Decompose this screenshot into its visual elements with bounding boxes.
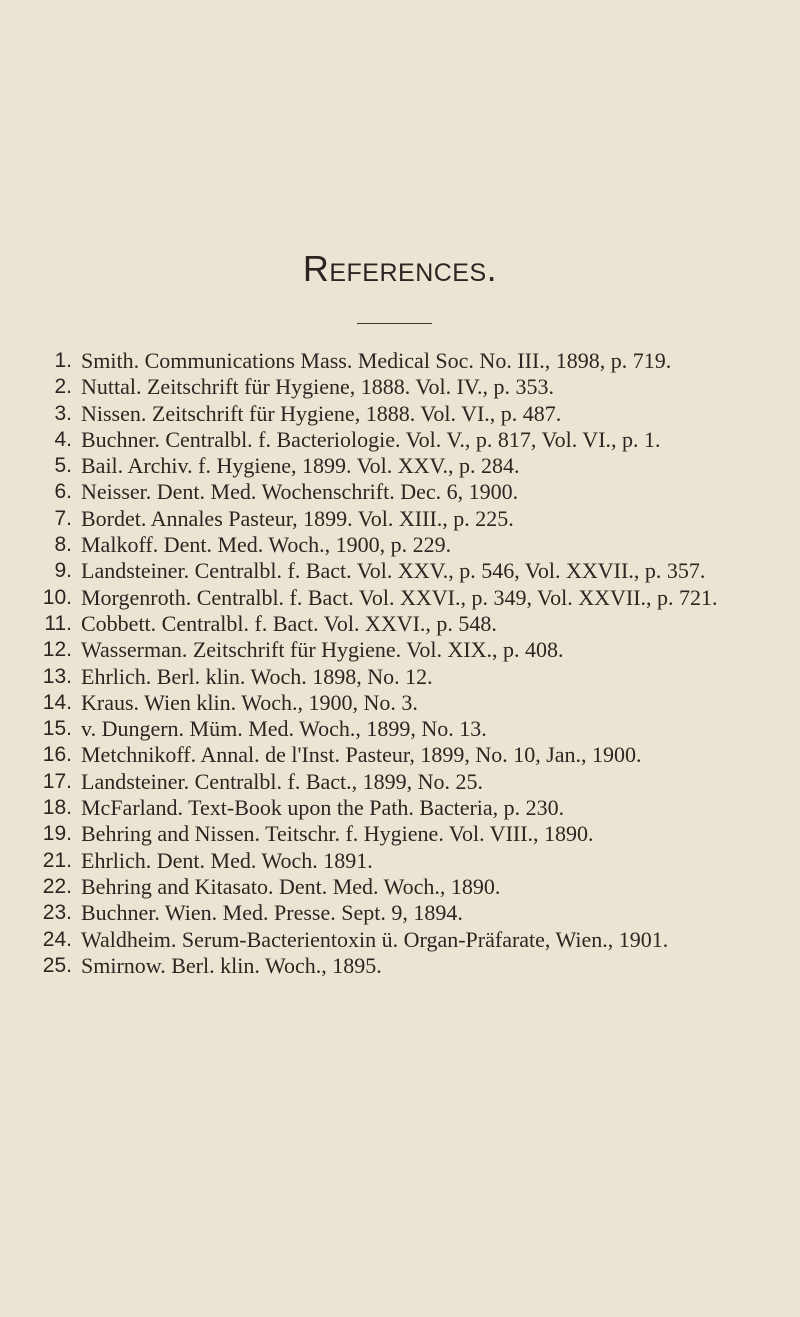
reference-item: [40, 585, 770, 611]
reference-text: Buchner. Centralbl. f. Bacteriologie. Vol. V., p. 817, Vol. VI., p. 1.: [81, 426, 661, 452]
reference-number: 13.: [42, 664, 72, 688]
reference-text: Behring and Kitasato. Dent. Med. Woch., 1890.: [81, 873, 501, 899]
reference-item: [40, 664, 770, 690]
reference-number: 18.: [42, 796, 72, 820]
reference-text: Kraus. Wien klin. Woch., 1900, No. 3.: [81, 689, 418, 715]
page-title: References.: [302, 248, 498, 289]
reference-number: 24.: [42, 927, 72, 951]
reference-text: Morgenroth. Centralbl. f. Bact. Vol. XXVI., p. 349, Vol. XXVII., p. 721.: [81, 584, 718, 610]
reference-number: 21.: [42, 848, 72, 872]
reference-number: 2.: [54, 375, 72, 399]
reference-number: 16.: [42, 743, 72, 767]
reference-text: Buchner. Wien. Med. Presse. Sept. 9, 1894.: [81, 900, 463, 926]
reference-item: [40, 427, 770, 453]
reference-text: McFarland. Text-Book upon the Path. Bacteria, p. 230.: [81, 795, 565, 821]
reference-number: 4.: [54, 427, 72, 451]
reference-item: [40, 348, 770, 374]
reference-number: 19.: [42, 822, 72, 846]
reference-item: [40, 401, 770, 427]
reference-item: [40, 769, 770, 795]
reference-item: [40, 532, 770, 558]
reference-number: 22.: [42, 874, 72, 898]
reference-item: [40, 874, 770, 900]
reference-number: 3.: [54, 401, 72, 425]
reference-item: [40, 479, 770, 505]
reference-item: [40, 558, 770, 584]
reference-item: [40, 716, 770, 742]
reference-number: 6.: [54, 480, 72, 504]
reference-item: [40, 927, 770, 953]
reference-list: [40, 348, 770, 979]
reference-number: 14.: [42, 690, 72, 714]
reference-text: Nissen. Zeitschrift für Hygiene, 1888. Vol. VI., p. 487.: [81, 400, 562, 426]
reference-text: Waldheim. Serum-Bacterientoxin ü. Organ-Präfarate, Wien., 1901.: [81, 926, 669, 952]
reference-number: 8.: [54, 533, 72, 557]
reference-number: 15.: [42, 717, 72, 741]
reference-item: [40, 690, 770, 716]
reference-item: [40, 900, 770, 926]
reference-item: [40, 506, 770, 532]
title-divider: [357, 323, 432, 324]
reference-text: Bail. Archiv. f. Hygiene, 1899. Vol. XXV., p. 284.: [81, 453, 520, 479]
reference-text: Smith. Communications Mass. Medical Soc. No. III., 1898, p. 719.: [81, 348, 672, 373]
reference-number: 23.: [42, 901, 72, 925]
reference-text: Landsteiner. Centralbl. f. Bact., 1899, No. 25.: [81, 768, 484, 794]
reference-text: Smirnow. Berl. klin. Woch., 1895.: [81, 952, 382, 978]
reference-number: 10.: [42, 585, 72, 609]
reference-number: 25.: [42, 953, 72, 977]
reference-number: 11.: [44, 611, 72, 635]
reference-number: 1.: [54, 349, 72, 372]
reference-text: Bordet. Annales Pasteur, 1899. Vol. XIII., p. 225.: [81, 505, 514, 531]
reference-text: Metchnikoff. Annal. de l'Inst. Pasteur, 1899, No. 10, Jan., 1900.: [81, 742, 642, 768]
reference-item: [40, 637, 770, 663]
reference-text: Wasserman. Zeitschrift für Hygiene. Vol. XIX., p. 408.: [81, 637, 564, 663]
reference-item: [40, 611, 770, 637]
reference-item: [40, 821, 770, 847]
reference-number: 5.: [54, 454, 72, 478]
reference-item: [40, 374, 770, 400]
reference-text: Ehrlich. Berl. klin. Woch. 1898, No. 12.: [81, 663, 433, 689]
reference-item: [40, 795, 770, 821]
reference-text: v. Dungern. Müm. Med. Woch., 1899, No. 13.: [81, 716, 487, 742]
reference-text: Landsteiner. Centralbl. f. Bact. Vol. XXV., p. 546, Vol. XXVII., p. 357.: [81, 558, 706, 584]
reference-text: Ehrlich. Dent. Med. Woch. 1891.: [81, 847, 373, 873]
reference-text: Malkoff. Dent. Med. Woch., 1900, p. 229.: [81, 532, 452, 558]
reference-item: [40, 453, 770, 479]
reference-text: Neisser. Dent. Med. Wochenschrift. Dec. 6, 1900.: [81, 479, 519, 505]
reference-text: Behring and Nissen. Teitschr. f. Hygiene. Vol. VIII., 1890.: [81, 821, 594, 847]
reference-item: [40, 848, 770, 874]
reference-text: Cobbett. Centralbl. f. Bact. Vol. XXVI., p. 548.: [81, 610, 497, 636]
reference-number: 7.: [54, 506, 72, 530]
reference-number: 12.: [42, 638, 72, 662]
reference-text: Nuttal. Zeitschrift für Hygiene, 1888. Vol. IV., p. 353.: [81, 374, 554, 400]
reference-item: [40, 953, 770, 979]
reference-item: [40, 742, 770, 768]
reference-number: 9.: [54, 559, 72, 583]
reference-number: 17.: [42, 769, 72, 793]
